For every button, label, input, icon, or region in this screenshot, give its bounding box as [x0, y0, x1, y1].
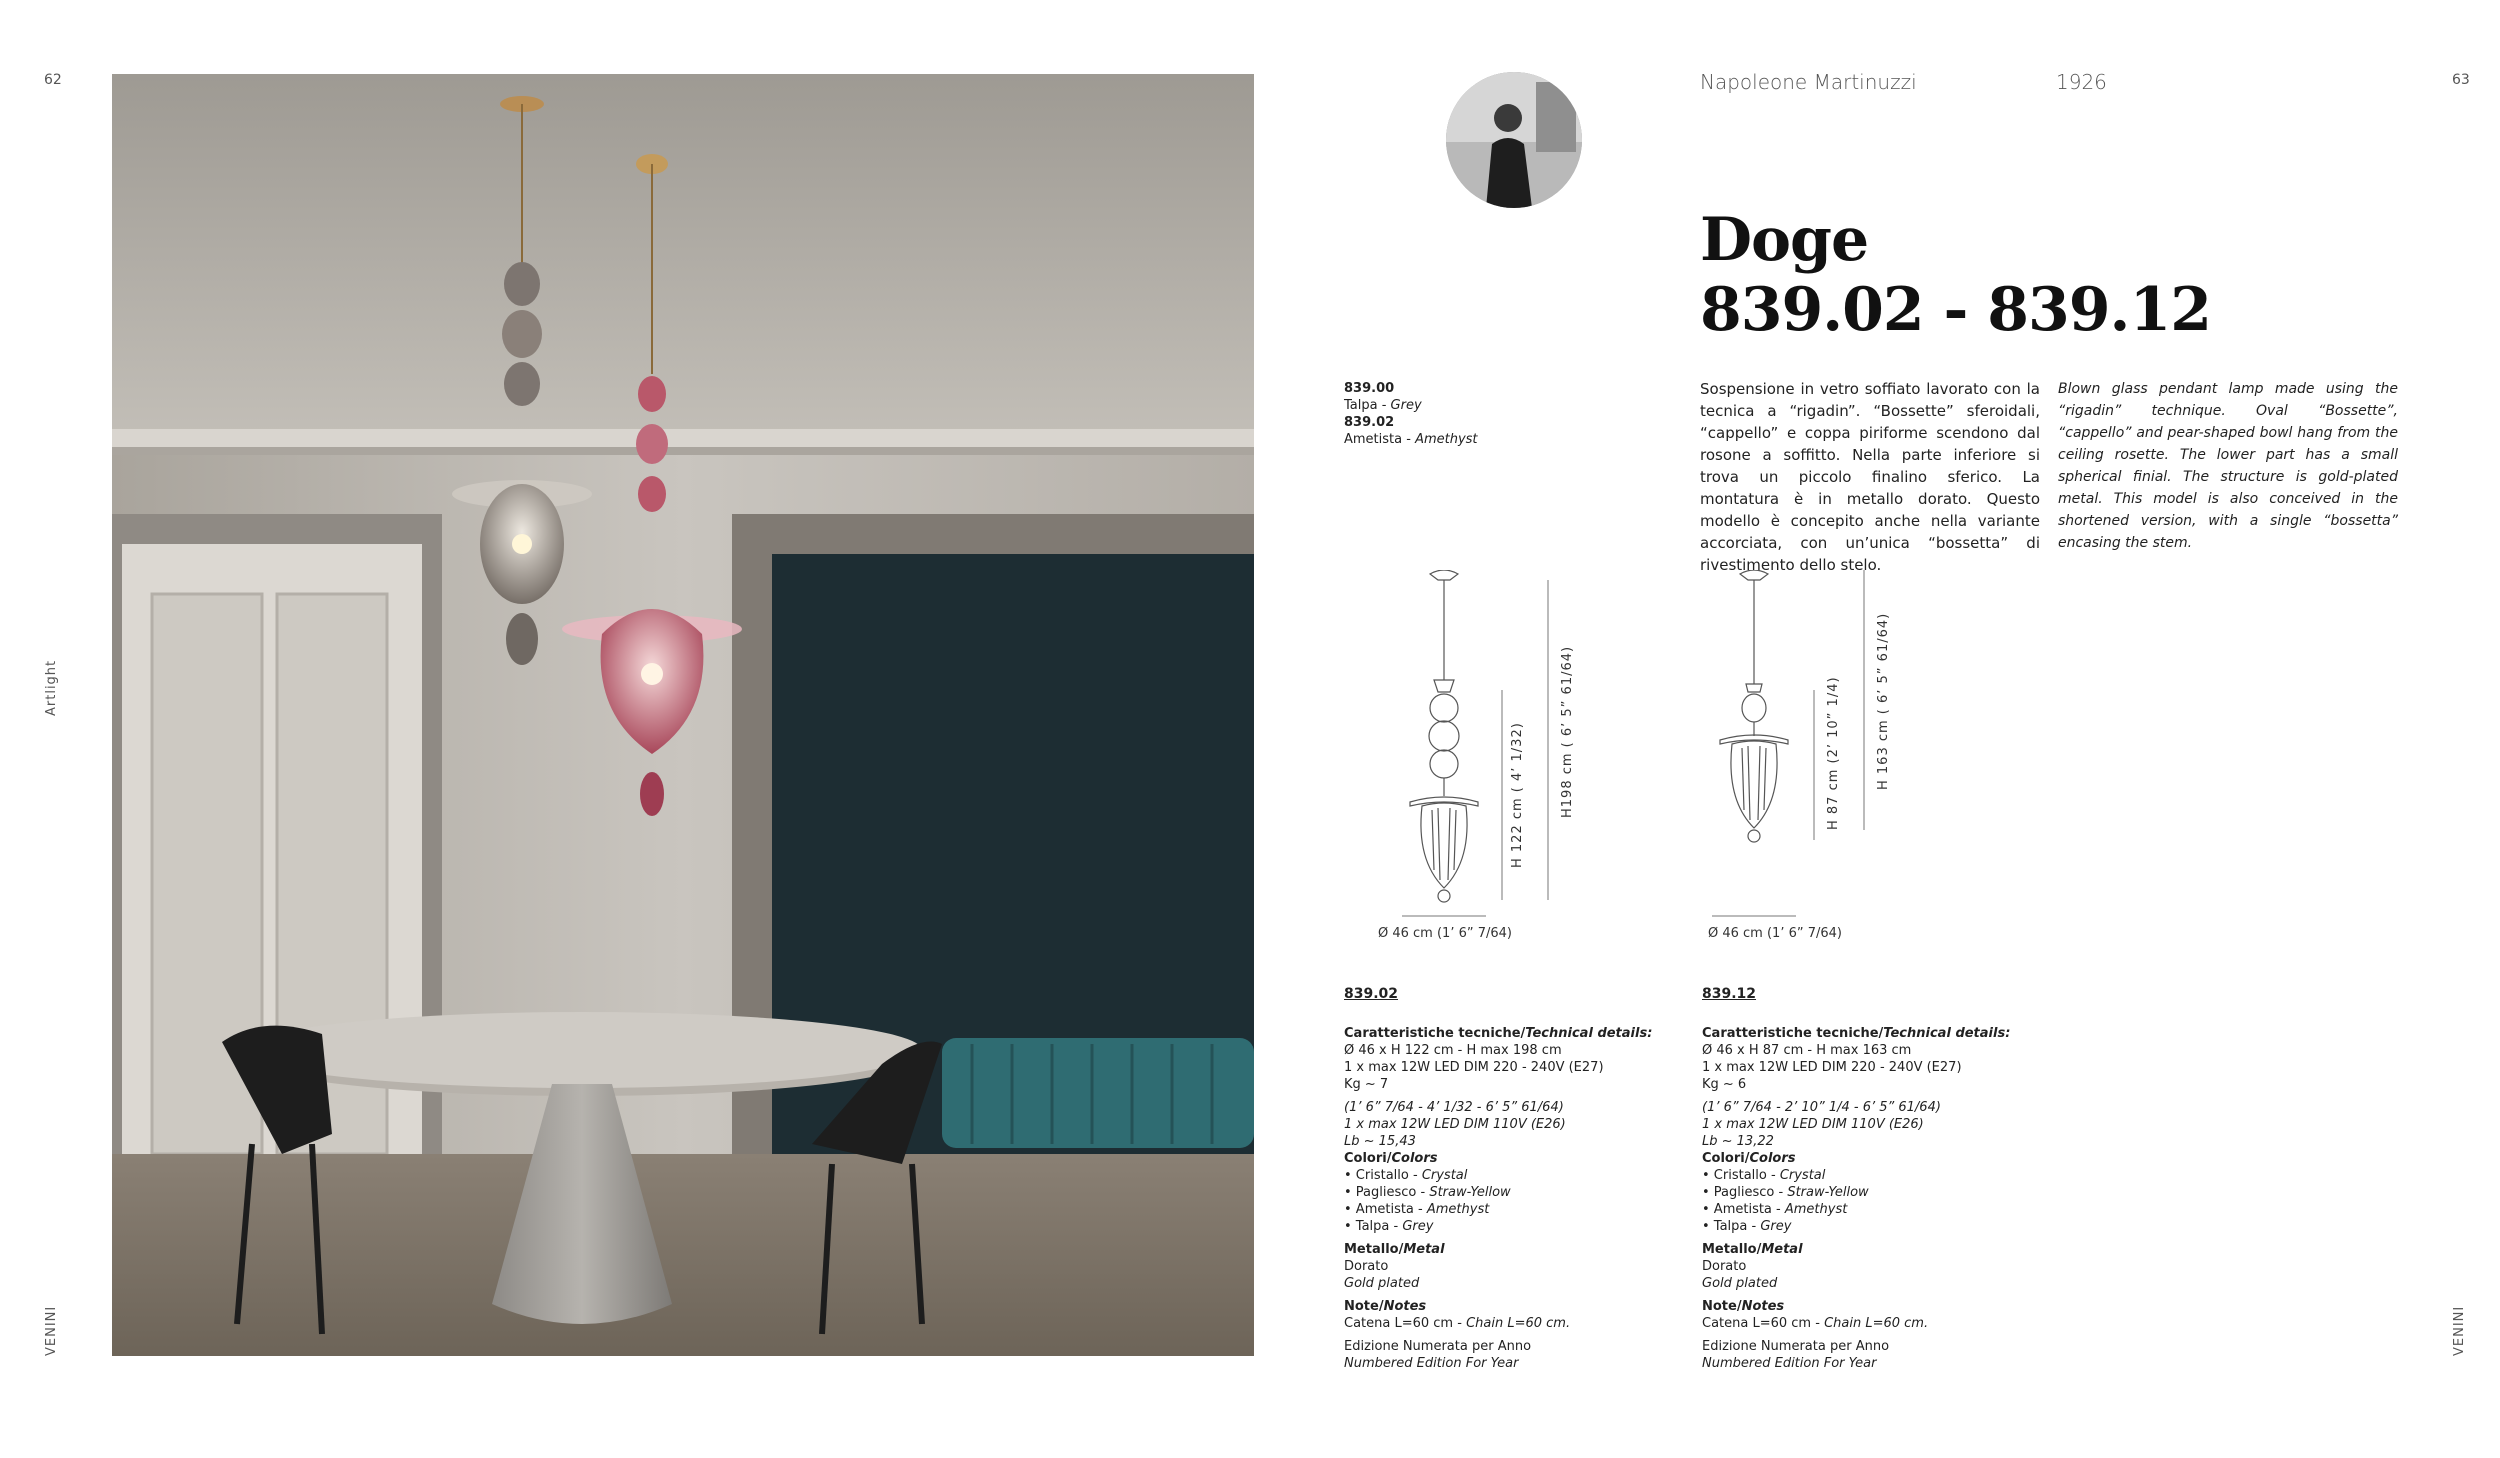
spec-light-us: 1 x max 12W LED DIM 110V (E26) — [1702, 1117, 1924, 1132]
color-item: • Cristallo - Crystal — [1344, 1168, 1468, 1183]
page-number-left: 62 — [44, 72, 62, 88]
variant-color-1: Talpa - Grey — [1344, 398, 1422, 413]
spec-light: 1 x max 12W LED DIM 220 - 240V (E27) — [1344, 1060, 1604, 1075]
tech-label: Caratteristiche tecniche/Technical details: — [1344, 1026, 1653, 1041]
tech-label: Caratteristiche tecniche/Technical details: — [1702, 1026, 2011, 1041]
color-item: • Talpa - Grey — [1344, 1219, 1434, 1234]
spec-839-12 — [1702, 986, 2032, 1372]
description-italian: Sospensione in vetro soffiato lavorato con la tecnica a “rigadin”. “Bossette” sferoidali, “cappello” e coppa piriforme scendono dal rosone a soffitto. Nella parte inferiore si trova un piccolo finalino sferico. La montatura è in metallo dorato. Questo modello è concepito anche nella variante accorciata, con un’unica “bossetta” di rivestimento dello stelo. — [1700, 380, 2040, 574]
page-number-right: 63 — [2452, 72, 2470, 88]
metal-label: Metallo/Metal — [1344, 1242, 1445, 1257]
title-line-2: 839.02 - 839.12 — [1700, 275, 2211, 345]
designer-name: Napoleone Martinuzzi — [1700, 70, 1917, 94]
metal-value: Dorato — [1344, 1259, 1389, 1274]
color-item: • Cristallo - Crystal — [1702, 1168, 1826, 1183]
variants-list — [1344, 380, 1478, 448]
metal-value: Dorato — [1702, 1259, 1747, 1274]
drawing-839-12 — [1690, 570, 1890, 930]
variant-code-2: 839.02 — [1344, 415, 1395, 430]
color-item: • Talpa - Grey — [1702, 1219, 1792, 1234]
spec-dimensions-imperial: (1’ 6” 7/64 - 4’ 1/32 - 6’ 5” 61/64) — [1344, 1100, 1564, 1115]
drawing-839-02 — [1380, 570, 1580, 930]
spec-dimensions: Ø 46 x H 87 cm - H max 163 cm — [1702, 1043, 1912, 1058]
product-title — [1700, 205, 2211, 345]
spec-light-us: 1 x max 12W LED DIM 110V (E26) — [1344, 1117, 1566, 1132]
interior-photo — [112, 74, 1254, 1356]
brand-left: VENINI — [44, 1305, 59, 1356]
section-label: Artlight — [44, 659, 59, 716]
colors-label: Colori/Colors — [1344, 1151, 1438, 1166]
edition-en: Numbered Edition For Year — [1344, 1356, 1519, 1371]
dim-b-diameter: Ø 46 cm (1’ 6” 7/64) — [1708, 926, 1842, 941]
spec-weight-lb: Lb ~ 15,43 — [1344, 1134, 1416, 1149]
brand-right: VENINI — [2452, 1305, 2467, 1356]
notes-value: Catena L=60 cm - Chain L=60 cm. — [1344, 1316, 1571, 1331]
edition-en: Numbered Edition For Year — [1702, 1356, 1877, 1371]
color-item: • Ametista - Amethyst — [1344, 1202, 1490, 1217]
edition: Edizione Numerata per Anno — [1344, 1339, 1532, 1354]
variant-color-2: Ametista - Amethyst — [1344, 432, 1478, 447]
description-english: Blown glass pendant lamp made using the “rigadin” technique. Oval “Bossette”, “cappello” and pear-shaped bowl hang from the ceiling rosette. The lower part has a small spherical finial. The structure is gold-plated metal. This model is also conceived in the shortened version, with a single “bossetta” encasing the stem. — [2058, 381, 2398, 551]
dim-b-height-body: H 87 cm (2’ 10” 1/4) — [1826, 676, 1841, 830]
dim-b-height-total: H 163 cm ( 6’ 5” 61/64) — [1876, 612, 1891, 790]
dim-a-height-body: H 122 cm ( 4’ 1/32) — [1510, 722, 1525, 868]
edition: Edizione Numerata per Anno — [1702, 1339, 1890, 1354]
dim-a-diameter: Ø 46 cm (1’ 6” 7/64) — [1378, 926, 1512, 941]
spec-weight: Kg ~ 7 — [1344, 1077, 1389, 1092]
spec-dimensions: Ø 46 x H 122 cm - H max 198 cm — [1344, 1043, 1562, 1058]
notes-label: Note/Notes — [1702, 1299, 1785, 1314]
metal-value-en: Gold plated — [1702, 1276, 1778, 1291]
metal-value-en: Gold plated — [1344, 1276, 1420, 1291]
designer-portrait — [1446, 72, 1582, 208]
spec-dimensions-imperial: (1’ 6” 7/64 - 2’ 10” 1/4 - 6’ 5” 61/64) — [1702, 1100, 1941, 1115]
colors-label: Colori/Colors — [1702, 1151, 1796, 1166]
color-item: • Ametista - Amethyst — [1702, 1202, 1848, 1217]
dim-a-height-total: H198 cm ( 6’ 5” 61/64) — [1560, 645, 1575, 818]
color-item: • Pagliesco - Straw-Yellow — [1344, 1185, 1511, 1200]
year: 1926 — [2056, 70, 2107, 94]
notes-value: Catena L=60 cm - Chain L=60 cm. — [1702, 1316, 1929, 1331]
notes-label: Note/Notes — [1344, 1299, 1427, 1314]
spec-code: 839.02 — [1344, 986, 1399, 1002]
spec-code: 839.12 — [1702, 986, 1757, 1002]
spec-light: 1 x max 12W LED DIM 220 - 240V (E27) — [1702, 1060, 1962, 1075]
variant-code-1: 839.00 — [1344, 381, 1395, 396]
color-item: • Pagliesco - Straw-Yellow — [1702, 1185, 1869, 1200]
spec-839-02 — [1344, 986, 1674, 1372]
title-line-1: Doge — [1700, 205, 1869, 275]
metal-label: Metallo/Metal — [1702, 1242, 1803, 1257]
spec-weight: Kg ~ 6 — [1702, 1077, 1747, 1092]
spec-weight-lb: Lb ~ 13,22 — [1702, 1134, 1774, 1149]
